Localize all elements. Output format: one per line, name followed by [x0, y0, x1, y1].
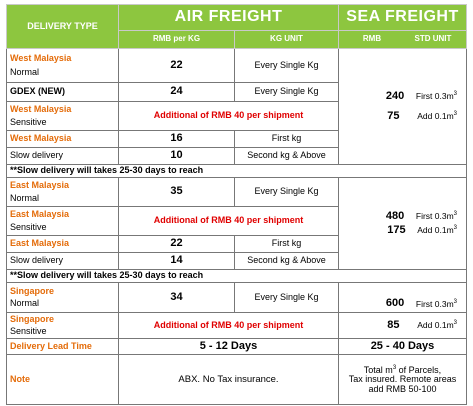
note-sea-line1-rest: of Parcels, — [396, 364, 442, 375]
table-row — [7, 355, 467, 405]
east-sea-add-unit: Add 0.1m — [417, 224, 454, 235]
west-slow-unit-first: First kg — [235, 131, 339, 148]
note-sea-line1: Total m — [363, 364, 393, 375]
gdex-price: 24 — [119, 83, 235, 102]
table-row — [7, 313, 467, 339]
east-sea-add-sup: 3 — [453, 224, 457, 231]
sg-sensitive-label: Sensitive — [10, 325, 47, 336]
west-sensitive-region: West Malaysia — [10, 104, 72, 115]
east-sensitive-cell — [7, 207, 119, 236]
sg-sensitive-cell — [7, 313, 119, 339]
sg-sea-sensitive-cell — [339, 313, 467, 339]
east-normal-cell — [7, 178, 119, 207]
lead-time-air: 5 - 12 Days — [119, 339, 339, 355]
sea-sub-header — [339, 31, 467, 49]
freight-rate-table — [6, 4, 467, 405]
note-label: Note — [7, 355, 119, 405]
air-freight-header: AIR FREIGHT — [119, 5, 339, 31]
west-sensitive-label: Sensitive — [10, 116, 47, 127]
east-normal-unit: Every Single Kg — [235, 178, 339, 207]
table-row — [7, 49, 467, 83]
east-sea-add — [342, 225, 463, 237]
table-row — [7, 178, 467, 207]
delivery-type-header: DELIVERY TYPE — [7, 5, 119, 49]
sg-sea-sensitive-sup: 3 — [453, 319, 457, 326]
west-sea-add — [342, 111, 463, 123]
east-slow-unit-first: First kg — [235, 236, 339, 253]
sg-sea-normal-unit: First 0.3m — [415, 298, 454, 309]
west-normal-price: 22 — [119, 49, 235, 83]
table-row — [7, 283, 467, 313]
rmb-per-kg-header: RMB per KG — [119, 31, 235, 49]
sg-sea-normal — [342, 298, 463, 310]
west-sea-first-sup: 3 — [453, 91, 457, 98]
sg-normal-region: Singapore — [10, 285, 55, 296]
lead-time-label: Delivery Lead Time — [7, 339, 119, 355]
sg-normal-price: 34 — [119, 283, 235, 313]
note-sea-line1-sup: 3 — [392, 364, 397, 371]
note-air: ABX. No Tax insurance. — [119, 355, 339, 405]
sg-sea-normal-sup: 3 — [453, 298, 457, 305]
west-sensitive-note: Additional of RMB 40 per shipment — [119, 102, 339, 131]
rmb-header: RMB — [362, 34, 382, 44]
east-normal-price: 35 — [119, 178, 235, 207]
west-normal-cell — [7, 49, 119, 83]
east-sea-first-price: 480 — [385, 209, 405, 222]
sg-normal-cell — [7, 283, 119, 313]
sg-sensitive-note: Additional of RMB 40 per shipment — [119, 313, 339, 339]
sg-sea-sensitive — [342, 320, 463, 332]
east-sea-add-price: 175 — [387, 223, 406, 236]
west-sea-add-price: 75 — [387, 109, 400, 122]
west-normal-unit: Every Single Kg — [235, 49, 339, 83]
east-sea-first — [342, 211, 463, 223]
west-sea-add-sup: 3 — [453, 110, 457, 117]
gdex-label: GDEX (NEW) — [7, 83, 119, 102]
table-row — [7, 165, 467, 178]
east-sea-cell — [339, 178, 467, 270]
east-sea-first-unit: First 0.3m — [415, 210, 454, 221]
west-sea-first — [342, 91, 463, 103]
west-slow-unit-second: Second kg & Above — [235, 148, 339, 165]
header-row-main — [7, 5, 467, 31]
lead-time-sea: 25 - 40 Days — [339, 339, 467, 355]
west-sea-first-price: 240 — [385, 89, 405, 102]
kg-unit-header: KG UNIT — [235, 31, 339, 49]
sg-sensitive-region: Singapore — [10, 314, 55, 325]
gdex-unit: Every Single Kg — [235, 83, 339, 102]
west-normal-label: Normal — [10, 67, 40, 77]
west-normal-region: West Malaysia — [10, 52, 72, 63]
east-sea-first-sup: 3 — [453, 211, 457, 218]
table-row — [7, 270, 467, 283]
sg-normal-unit: Every Single Kg — [235, 283, 339, 313]
east-slow-price-second: 14 — [119, 253, 235, 270]
std-unit-header: STD UNIT — [414, 34, 452, 44]
west-slow-price-second: 10 — [119, 148, 235, 165]
slow-notice-1: **Slow delivery will takes 25-30 days to reach — [7, 165, 467, 178]
note-sea-line2: Tax insured. Remote areas add RMB 50-100 — [348, 374, 457, 394]
east-slow-region: East Malaysia — [7, 236, 119, 253]
west-sea-first-unit: First 0.3m — [415, 90, 454, 101]
east-normal-region: East Malaysia — [10, 180, 70, 191]
west-sensitive-cell — [7, 102, 119, 131]
note-sea — [339, 355, 467, 405]
sg-sea-sensitive-price: 85 — [387, 318, 400, 331]
east-sensitive-label: Sensitive — [10, 221, 47, 232]
east-sensitive-note: Additional of RMB 40 per shipment — [119, 207, 339, 236]
west-slow-region: West Malaysia — [7, 131, 119, 148]
sg-sea-normal-price: 600 — [385, 297, 405, 310]
table-row — [7, 339, 467, 355]
sg-sea-normal-cell — [339, 283, 467, 313]
east-slow-price-first: 22 — [119, 236, 235, 253]
sea-freight-header: SEA FREIGHT — [339, 5, 467, 31]
east-normal-label: Normal — [10, 192, 40, 203]
sg-normal-label: Normal — [10, 298, 40, 308]
east-slow-unit-second: Second kg & Above — [235, 253, 339, 270]
west-slow-label: Slow delivery — [7, 148, 119, 165]
west-sea-add-unit: Add 0.1m — [417, 110, 454, 121]
slow-notice-2: **Slow delivery will takes 25-30 days to reach — [7, 270, 467, 283]
east-slow-label: Slow delivery — [7, 253, 119, 270]
west-slow-price-first: 16 — [119, 131, 235, 148]
west-sea-cell — [339, 49, 467, 165]
east-sensitive-region: East Malaysia — [10, 209, 70, 220]
sg-sea-sensitive-unit: Add 0.1m — [417, 319, 454, 330]
